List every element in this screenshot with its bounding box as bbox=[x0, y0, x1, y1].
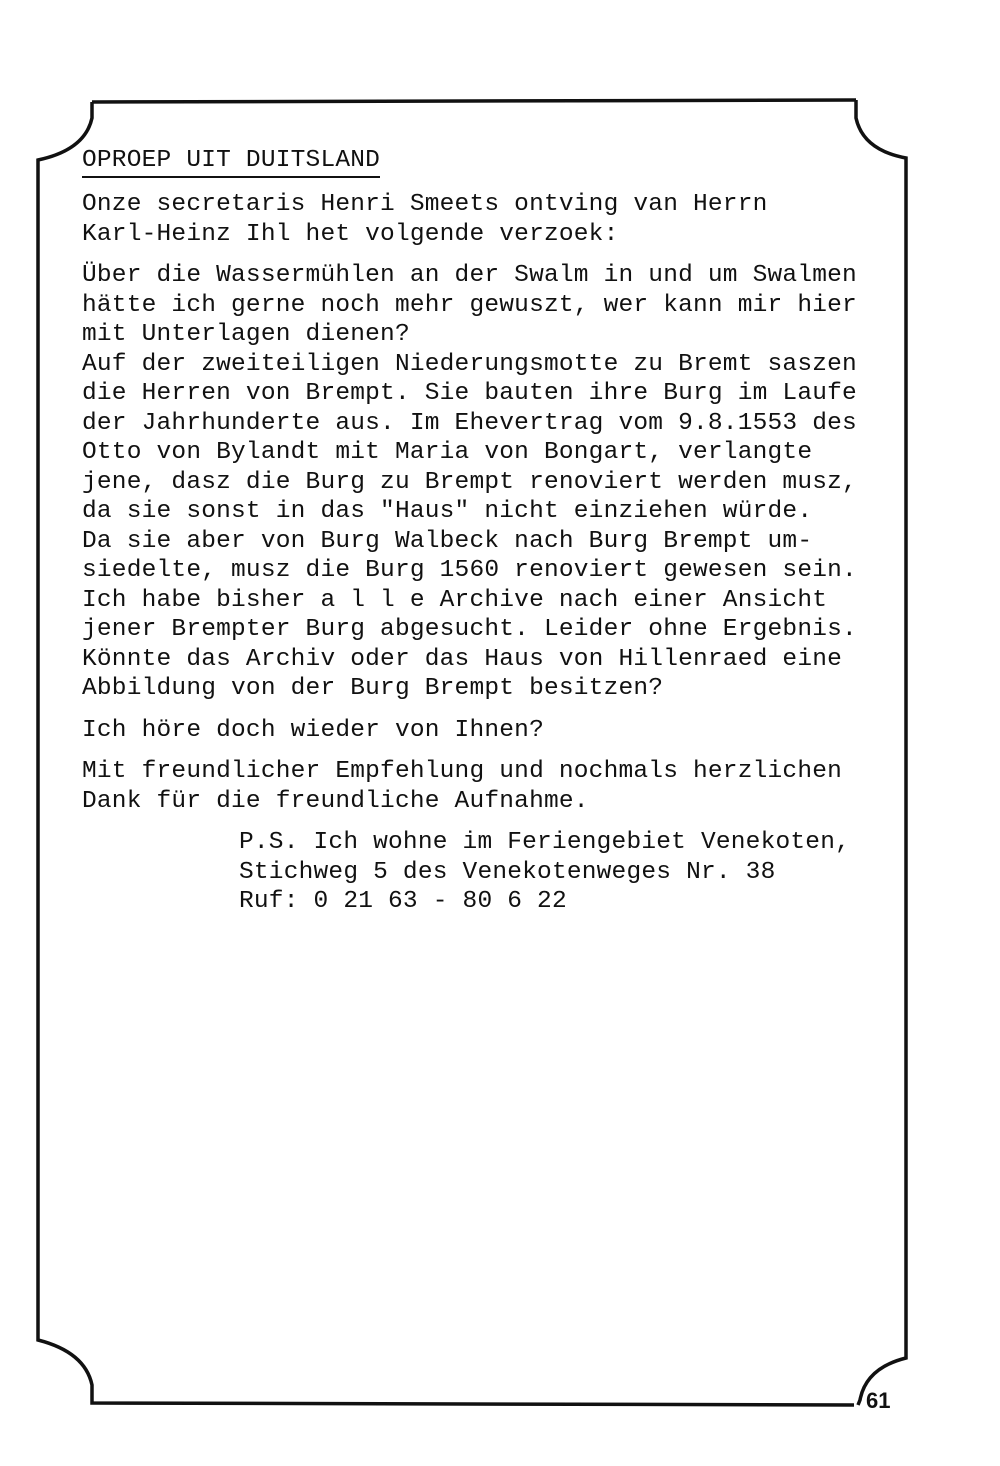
letter-line: hätte ich gerne noch mehr gewuszt, wer kann mir hier bbox=[82, 291, 857, 319]
question-paragraph bbox=[82, 716, 902, 746]
question-line: Ich höre doch wieder von Ihnen? bbox=[82, 716, 544, 744]
closing-line: Mit freundlicher Empfehlung und nochmals herzlichen bbox=[82, 758, 843, 785]
letter-paragraph bbox=[82, 261, 902, 704]
intro-line: Karl-Heinz Ihl het volgende verzoek: bbox=[82, 220, 619, 248]
closing-paragraph bbox=[82, 757, 902, 816]
letter-line: mit Unterlagen dienen? bbox=[82, 321, 410, 348]
postscript bbox=[239, 828, 902, 917]
letter-line: siedelte, musz die Burg 1560 renoviert gewesen sein. bbox=[82, 557, 857, 584]
intro-line: Onze secretaris Henri Smeets ontving van Herrn bbox=[82, 191, 768, 218]
intro-paragraph bbox=[82, 190, 902, 249]
letter-line: Otto von Bylandt mit Maria von Bongart, verlangte bbox=[82, 439, 813, 466]
letter-line: Könnte das Archiv oder das Haus von Hillenraed eine bbox=[82, 645, 843, 673]
closing-line: Dank für die freundliche Aufnahme. bbox=[82, 787, 589, 815]
letter-line: jene, dasz die Burg zu Brempt renoviert werden musz, bbox=[82, 468, 857, 496]
page-number: 61 bbox=[866, 1388, 891, 1413]
letter-line: Da sie aber von Burg Walbeck nach Burg Brempt um- bbox=[82, 527, 813, 555]
letter-line: Ich habe bisher a l l e Archive nach einer Ansicht bbox=[82, 586, 828, 614]
letter-line: Auf der zweiteiligen Niederungsmotte zu Bremt saszen bbox=[82, 350, 857, 378]
postscript-line: Stichweg 5 des Venekotenweges Nr. 38 bbox=[239, 858, 776, 886]
letter-line: jener Brempter Burg abgesucht. Leider ohne Ergebnis. bbox=[82, 616, 857, 643]
postscript-line: Ruf: 0 21 63 - 80 6 22 bbox=[239, 888, 567, 915]
letter-line: Abbildung von der Burg Brempt besitzen? bbox=[82, 675, 664, 702]
letter-line: die Herren von Brempt. Sie bauten ihre Burg im Laufe bbox=[82, 380, 857, 407]
postscript-line: P.S. Ich wohne im Feriengebiet Venekoten, bbox=[239, 829, 850, 856]
letter-line: da sie sonst in das "Haus" nicht einziehen würde. bbox=[82, 498, 813, 525]
article bbox=[82, 146, 902, 917]
article-title: OPROEP UIT DUITSLAND bbox=[82, 147, 380, 178]
letter-line: der Jahrhunderte aus. Im Ehevertrag vom 9.8.1553 des bbox=[82, 409, 857, 437]
letter-line: Über die Wassermühlen an der Swalm in und um Swalmen bbox=[82, 262, 857, 289]
